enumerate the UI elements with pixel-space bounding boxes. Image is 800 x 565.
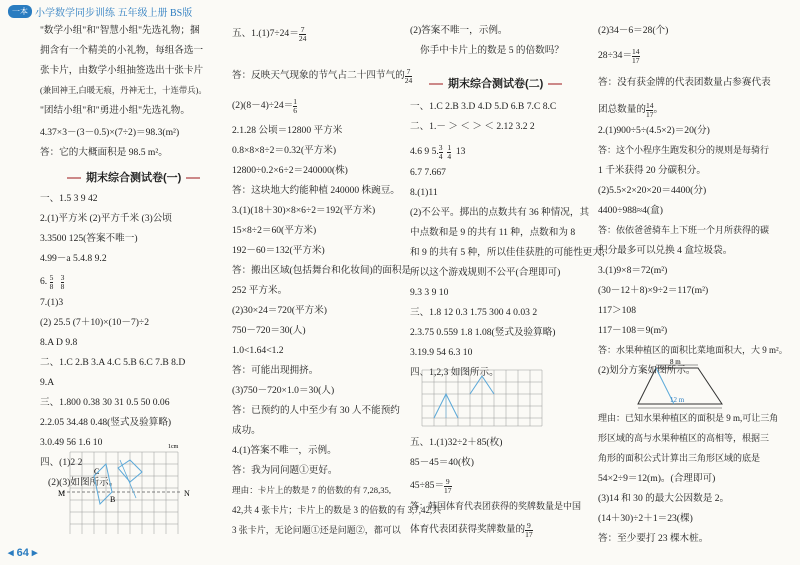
text-line: 117－108＝9(m²) — [598, 325, 668, 336]
text-line: 答：可能出现拥挤。 — [232, 365, 319, 376]
text-line: 6.7 7.667 — [410, 167, 446, 178]
text-line: 答：这块地大约能种植 240000 株豌豆。 — [232, 185, 400, 196]
label-c: C — [94, 467, 100, 476]
text-line: (3)750－720×1.0＝30(人) — [232, 385, 335, 396]
text-line: 答：它的大概面积是 98.5 m²。 — [40, 147, 168, 158]
text-line: (2)5.5×2×20×20＝4400(分) — [598, 185, 707, 196]
fraction: $\frac{5}{8}$ — [49, 273, 54, 291]
text-line: 4.99－a 5.4.8 9.2 — [40, 253, 107, 264]
text-line: 3 张卡片，无论问题①还是问题②，都可以 — [232, 525, 401, 535]
section-title: 期末综合测试卷(一) — [62, 172, 205, 184]
text-line: 张卡片，由数学小组抽签选出十张卡片 — [40, 65, 204, 76]
text-line: 答：搬出区域(包括舞台和化妆间)的面积是 — [232, 265, 412, 276]
text-line: 28÷34＝ $\frac{14}{17}$ — [598, 47, 640, 65]
column-4 — [598, 22, 788, 542]
fraction: $\frac{14}{17}$ — [632, 47, 640, 65]
column-3 — [410, 22, 612, 542]
text-line: (2)划分方案如图所示。 — [598, 365, 696, 376]
text-line: 750－720＝30(人) — [232, 325, 306, 336]
text-line: 9.A — [40, 377, 55, 388]
text-line: 答：已预约的人中至少有 30 人不能预约 — [232, 405, 400, 416]
fraction: $\frac{9}{17}$ — [444, 477, 452, 495]
fraction: $\frac{3}{8}$ — [60, 273, 65, 291]
text-line: 答：依依爸爸骑车上下班一个月所获得的碳 — [598, 225, 770, 235]
text-line: 54×2÷9＝12(m)。(合理即可) — [598, 473, 716, 484]
fraction: $\frac{1}{6}$ — [293, 97, 297, 115]
text-line: 8.(1)11 — [410, 187, 438, 198]
text-line: 6. $\frac{5}{8}$ $\frac{3}{8}$ — [40, 273, 65, 291]
label-b: B — [110, 495, 116, 504]
text-line: 成功。 — [232, 425, 261, 436]
text-line: 4400÷988≈4(盒) — [598, 205, 663, 216]
text-line: 答：这个小程序生跑发积分的规则是每骑行 — [598, 145, 770, 155]
text-line: 答：我为同问题①更好。 — [232, 465, 338, 476]
text-line: 3.19.9 54 6.3 10 — [410, 347, 473, 358]
text-line: (2) 25.5 (7＋10)×(10－7)÷2 — [40, 317, 149, 328]
text-line: 团总数量的 $\frac{14}{17}$ 。 — [598, 101, 664, 119]
text-line: "团结小组"和"勇进小组"先选礼物。 — [40, 105, 190, 116]
text-line: 3.(1)(18＋30)×8×6÷2＝192(平方米) — [232, 205, 376, 216]
text-line: 四、(1)2 2 — [40, 457, 83, 468]
text-line: 4.(1)答案不唯一，示例。 — [232, 445, 337, 456]
label-m: M — [58, 489, 66, 498]
fraction: $\frac{1}{4}$ — [447, 143, 452, 161]
text-line: 42,共 4 张卡片；卡片上的数是 3 的倍数的有 3,7,42,共 — [232, 505, 442, 515]
text-line: 和 9 的共有 5 种，所以佳佳获胜的可能性更大， — [410, 247, 612, 258]
text-line: 体育代表团获得奖牌数量的 $\frac{9}{17}$ — [410, 521, 533, 539]
text-line: 2.1.28 公顷＝12800 平方米 — [232, 125, 343, 136]
text-line: 0.8×8×8÷2＝0.32(平方米) — [232, 145, 337, 156]
section-title: 期末综合测试卷(二) — [424, 78, 567, 90]
text-line: 一、1.C 2.B 3.D 4.D 5.D 6.B 7.C 8.C — [410, 101, 557, 112]
text-line: 五、1.(1)7÷24＝ $\frac{7}{24}$ — [232, 25, 307, 43]
text-line: 答：水果种植区的面积比菜地面积大，大 9 m²。 — [598, 345, 788, 355]
text-line: 答：没有获金牌的代表团数量占参赛代表 — [598, 77, 771, 88]
text-line: 理由：卡片上的数是 7 的倍数的有 7,28,35, — [232, 485, 391, 495]
text-line: 7.(1)3 — [40, 297, 64, 308]
text-line: 2.3.75 0.559 1.8 1.08(竖式及验算略) — [410, 327, 556, 338]
text-line: 1.0<1.64<1.2 — [232, 345, 284, 356]
label-n: N — [184, 489, 190, 498]
text-line: 中点数和是 9 的共有 11 种，点数和为 8 — [410, 227, 576, 238]
text-line: 1 千米获得 20 分碳积分。 — [598, 165, 706, 176]
text-line: 2.2.05 34.48 0.48(竖式及验算略) — [40, 417, 172, 428]
text-line: 252 平方米。 — [232, 285, 288, 296]
fraction: $\frac{14}{17}$ — [645, 101, 654, 119]
text-line: 所以这个游戏规则不公平(合理即可) — [410, 267, 561, 278]
text-line: 192－60＝132(平方米) — [232, 245, 325, 256]
text-line: 你手中卡片上的数是 5 的倍数吗？ — [420, 45, 564, 56]
text-line: 117＞108 — [598, 305, 637, 316]
text-line: (2)(8－4)÷24＝ $\frac{1}{6}$ — [232, 97, 297, 115]
page-number: ◂ 64 ▸ — [8, 547, 38, 559]
unit-label: 1cm — [168, 444, 179, 450]
fraction: $\frac{9}{17}$ — [525, 521, 533, 539]
text-line: 五、1.(1)32÷2＋85(枚) — [410, 437, 503, 448]
text-line: 8.A D 9.8 — [40, 337, 78, 348]
text-line: 2.(1)平方米 (2)平方千米 (3)公顷 — [40, 213, 172, 224]
text-line: 一、1.5 3 9 42 — [40, 193, 98, 204]
text-line: (2)答案不唯一，示例。 — [410, 25, 508, 36]
text-line: (30－12＋8)×9÷2＝117(m²) — [598, 285, 709, 296]
trapezoid-bottom-label: 12 m — [670, 396, 685, 404]
grid-figure-1 — [58, 438, 198, 538]
text-line: 3.(1)9×8＝72(m²) — [598, 265, 668, 276]
book-badge: 一本 — [8, 5, 32, 18]
text-line: 二、1.C 2.B 3.A 4.C 5.B 6.C 7.B 8.D — [40, 357, 186, 368]
fraction: $\frac{3}{4}$ — [438, 143, 443, 161]
grid-figure-2 — [420, 368, 550, 430]
page-header — [8, 2, 608, 20]
text-line: 形区域的高与水果种植区的高相等，根据三 — [598, 433, 770, 443]
text-line: (2)(3)如图所示。 — [48, 477, 119, 488]
text-line: (2)不公平。掷出的点数共有 36 种情况，其 — [410, 207, 590, 218]
text-line: 理由：已知水果种植区的面积是 9 m,可让三角 — [598, 413, 779, 423]
text-line: 45÷85＝ $\frac{9}{17}$ — [410, 477, 452, 495]
text-line: (2)30×24＝720(平方米) — [232, 305, 327, 316]
text-line: 拥含有一个精美的小礼物，每组各选一 — [40, 45, 204, 56]
fraction: $\frac{7}{24}$ — [404, 67, 413, 85]
trapezoid-figure — [630, 358, 740, 412]
text-line: 答：反映天气现象的节气占二十四节气的 $\frac{7}{24}$ — [232, 67, 413, 85]
text-line: 2.(1)900÷5÷(4.5×2)＝20(分) — [598, 125, 710, 136]
text-line: 三、1.8 12 0.3 1.75 300 4 0.03 2 — [410, 307, 538, 318]
text-line: 9.3 3 9 10 — [410, 287, 449, 298]
text-line: 15×8÷2＝60(平方米) — [232, 225, 317, 236]
text-line: 85－45＝40(枚) — [410, 457, 474, 468]
text-line: 二、1.－ ＞ ＜ ＞ ＜ 2.12 3.2 2 — [410, 121, 535, 132]
fraction: $\frac{7}{24}$ — [298, 25, 307, 43]
text-line: 三、1.800 0.38 30 31 0.5 50 0.06 — [40, 397, 170, 408]
text-line: 3.3500 125(答案不唯一) — [40, 233, 138, 244]
text-line: (14＋30)÷2＋1＝23(棵) — [598, 513, 693, 524]
text-line: 四、1,2,3 如图所示。 — [410, 367, 499, 378]
text-line: 角形的面积公式计算出三角形区域的底是 — [598, 453, 761, 463]
text-line: (3)14 和 30 的最大公因数是 2。 — [598, 493, 730, 504]
text-line: 答：韩国体育代表团获得的奖牌数量是中国 — [410, 501, 582, 511]
text-line: "数学小组"和"智慧小组"先选礼物；捆 — [40, 25, 200, 36]
book-title: 小学数学同步训练 五年级上册 BS版 — [35, 7, 193, 19]
text-line: (兼回神王,白暖无痕，丹神无士，十连带兵)。 — [40, 86, 207, 95]
text-line: 答：至少要打 23 棵木桩。 — [598, 533, 709, 544]
text-line: 3.0.49 56 1.6 10 — [40, 437, 103, 448]
trapezoid-top-label: 8 m — [670, 358, 681, 366]
text-line: 4.6 9 5. $\frac{3}{4}$ $\frac{1}{4}$ 13 — [410, 143, 466, 161]
text-line: 积分最多可以兑换 4 盒垃圾袋。 — [598, 245, 733, 256]
text-line: 4.37×3－(3－0.5)×(7÷2)＝98.3(m²) — [40, 127, 180, 138]
text-line: 12800÷0.2×6÷2＝240000(株) — [232, 165, 348, 176]
text-line: (2)34－6＝28(个) — [598, 25, 669, 36]
